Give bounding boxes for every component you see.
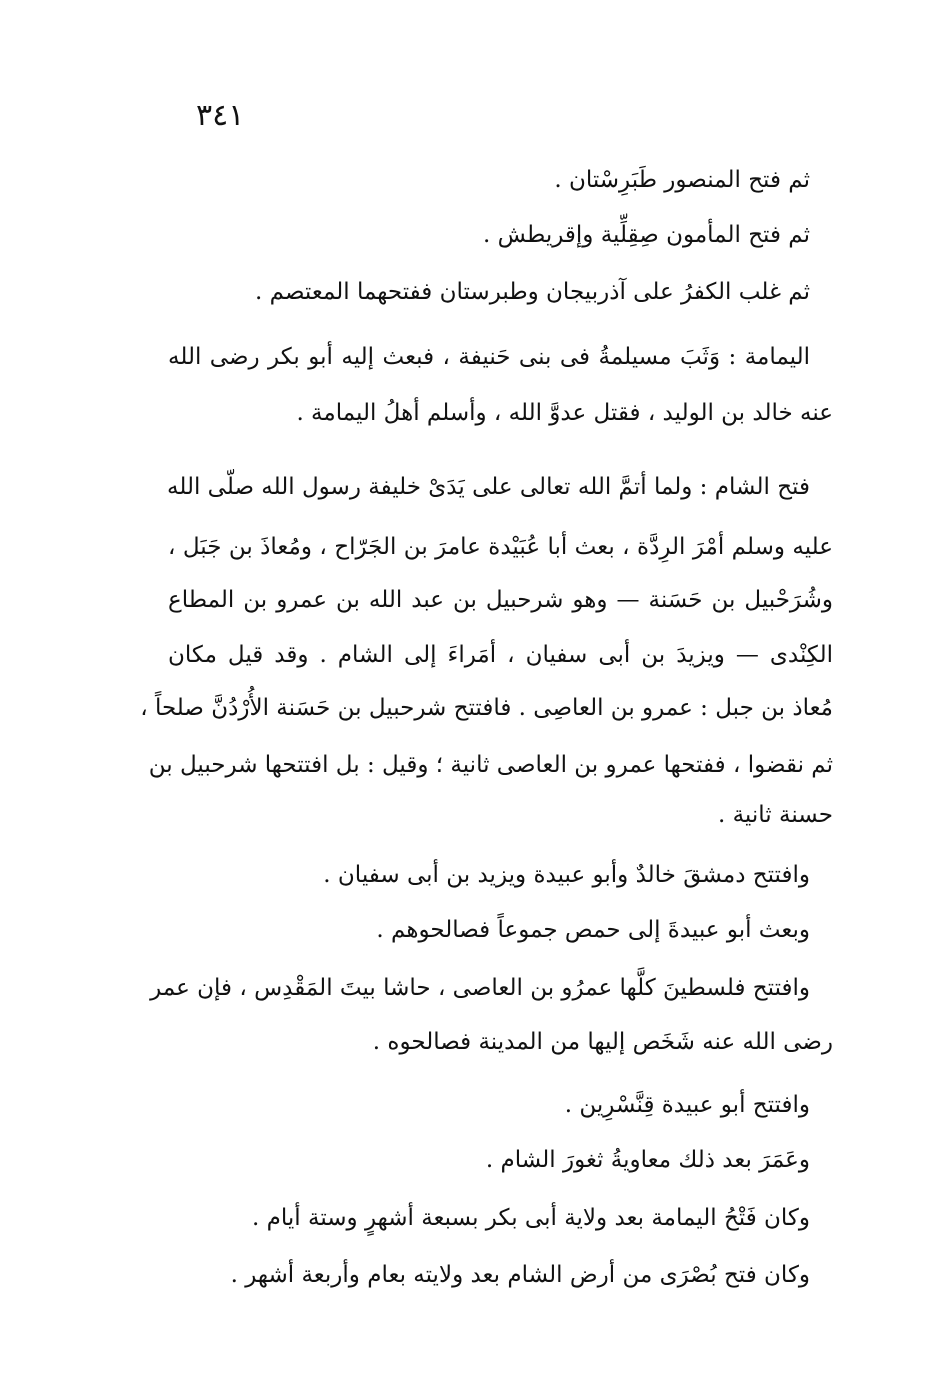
- text-line: وبعث أبو عبيدةَ إلى حمص جموعاً فصالحوهم .: [376, 917, 810, 943]
- text-line: الكِنْدى — ويزيدَ بن أبى سفيان ، أمَراءَ إلى الشام . وقد قيل مكان: [168, 642, 833, 668]
- text-line: اليمامة : وَثَبَ مسيلمةُ فى بنى حَنيفة ، فبعث إليه أبو بكر رضى الله: [168, 344, 810, 370]
- text-line: ثم فتح المأمون صِقِلِّية وإقريطش .: [483, 222, 810, 248]
- text-line: عنه خالد بن الوليد ، فقتل عدوَّ الله ، وأسلم أهلُ اليمامة .: [296, 400, 833, 426]
- page-number: ٣٤١: [196, 98, 245, 133]
- text-line: وافتتح فلسطينَ كلَّها عمرُو بن العاصى ، حاشا بيتَ المَقْدِس ، فإن عمر: [150, 975, 810, 1001]
- text-line: وكان فتح بُصْرَى من أرض الشام بعد ولايته بعام وأربعة أشهر .: [230, 1262, 810, 1288]
- text-line: حسنة ثانية .: [717, 802, 833, 828]
- text-line: وافتتح أبو عبيدة قِنَّسْرِين .: [564, 1092, 810, 1118]
- text-line: وشُرَحْبيل بن حَسَنة — وهو شرحبيل بن عبد الله بن عمرو بن المطاع: [168, 587, 833, 613]
- text-line: مُعاذ بن جبل : عمرو بن العاصِى . فافتتح شرحبيل بن حَسَنة الأُرْدُنَّ صلحاً ،: [140, 695, 833, 721]
- text-line: وكان فَتْحُ اليمامة بعد ولاية أبى بكر بسبعة أشهرٍ وستة أيام .: [252, 1205, 810, 1231]
- text-line: وعَمَرَ بعد ذلك معاويةُ ثغورَ الشام .: [485, 1147, 810, 1173]
- text-line: فتح الشام : ولما أتمَّ الله تعالى على يَدَىْ خليفة رسول الله صلّى الله: [167, 474, 810, 500]
- text-line: عليه وسلم أمْرَ الرِدَّة ، بعث أبا عُبَيْدة عامرَ بن الجَرّاح ، ومُعاذَ بن جَبَل ،: [168, 534, 833, 560]
- text-line: ثم غلب الكفرُ على آذربيجان وطبرستان ففتحهما المعتصم .: [255, 279, 810, 305]
- text-line: رضى الله عنه شَخَص إليها من المدينة فصالحوه .: [372, 1029, 833, 1055]
- text-line: ثم نقضوا ، ففتحها عمرو بن العاصى ثانية ؛ وقيل : بل افتتحها شرحبيل بن: [148, 752, 833, 778]
- text-line: ثم فتح المنصور طَبَرِسْتان .: [554, 167, 810, 193]
- text-line: وافتتح دمشقَ خالدٌ وأبو عبيدة ويزيد بن أبى سفيان .: [323, 862, 810, 888]
